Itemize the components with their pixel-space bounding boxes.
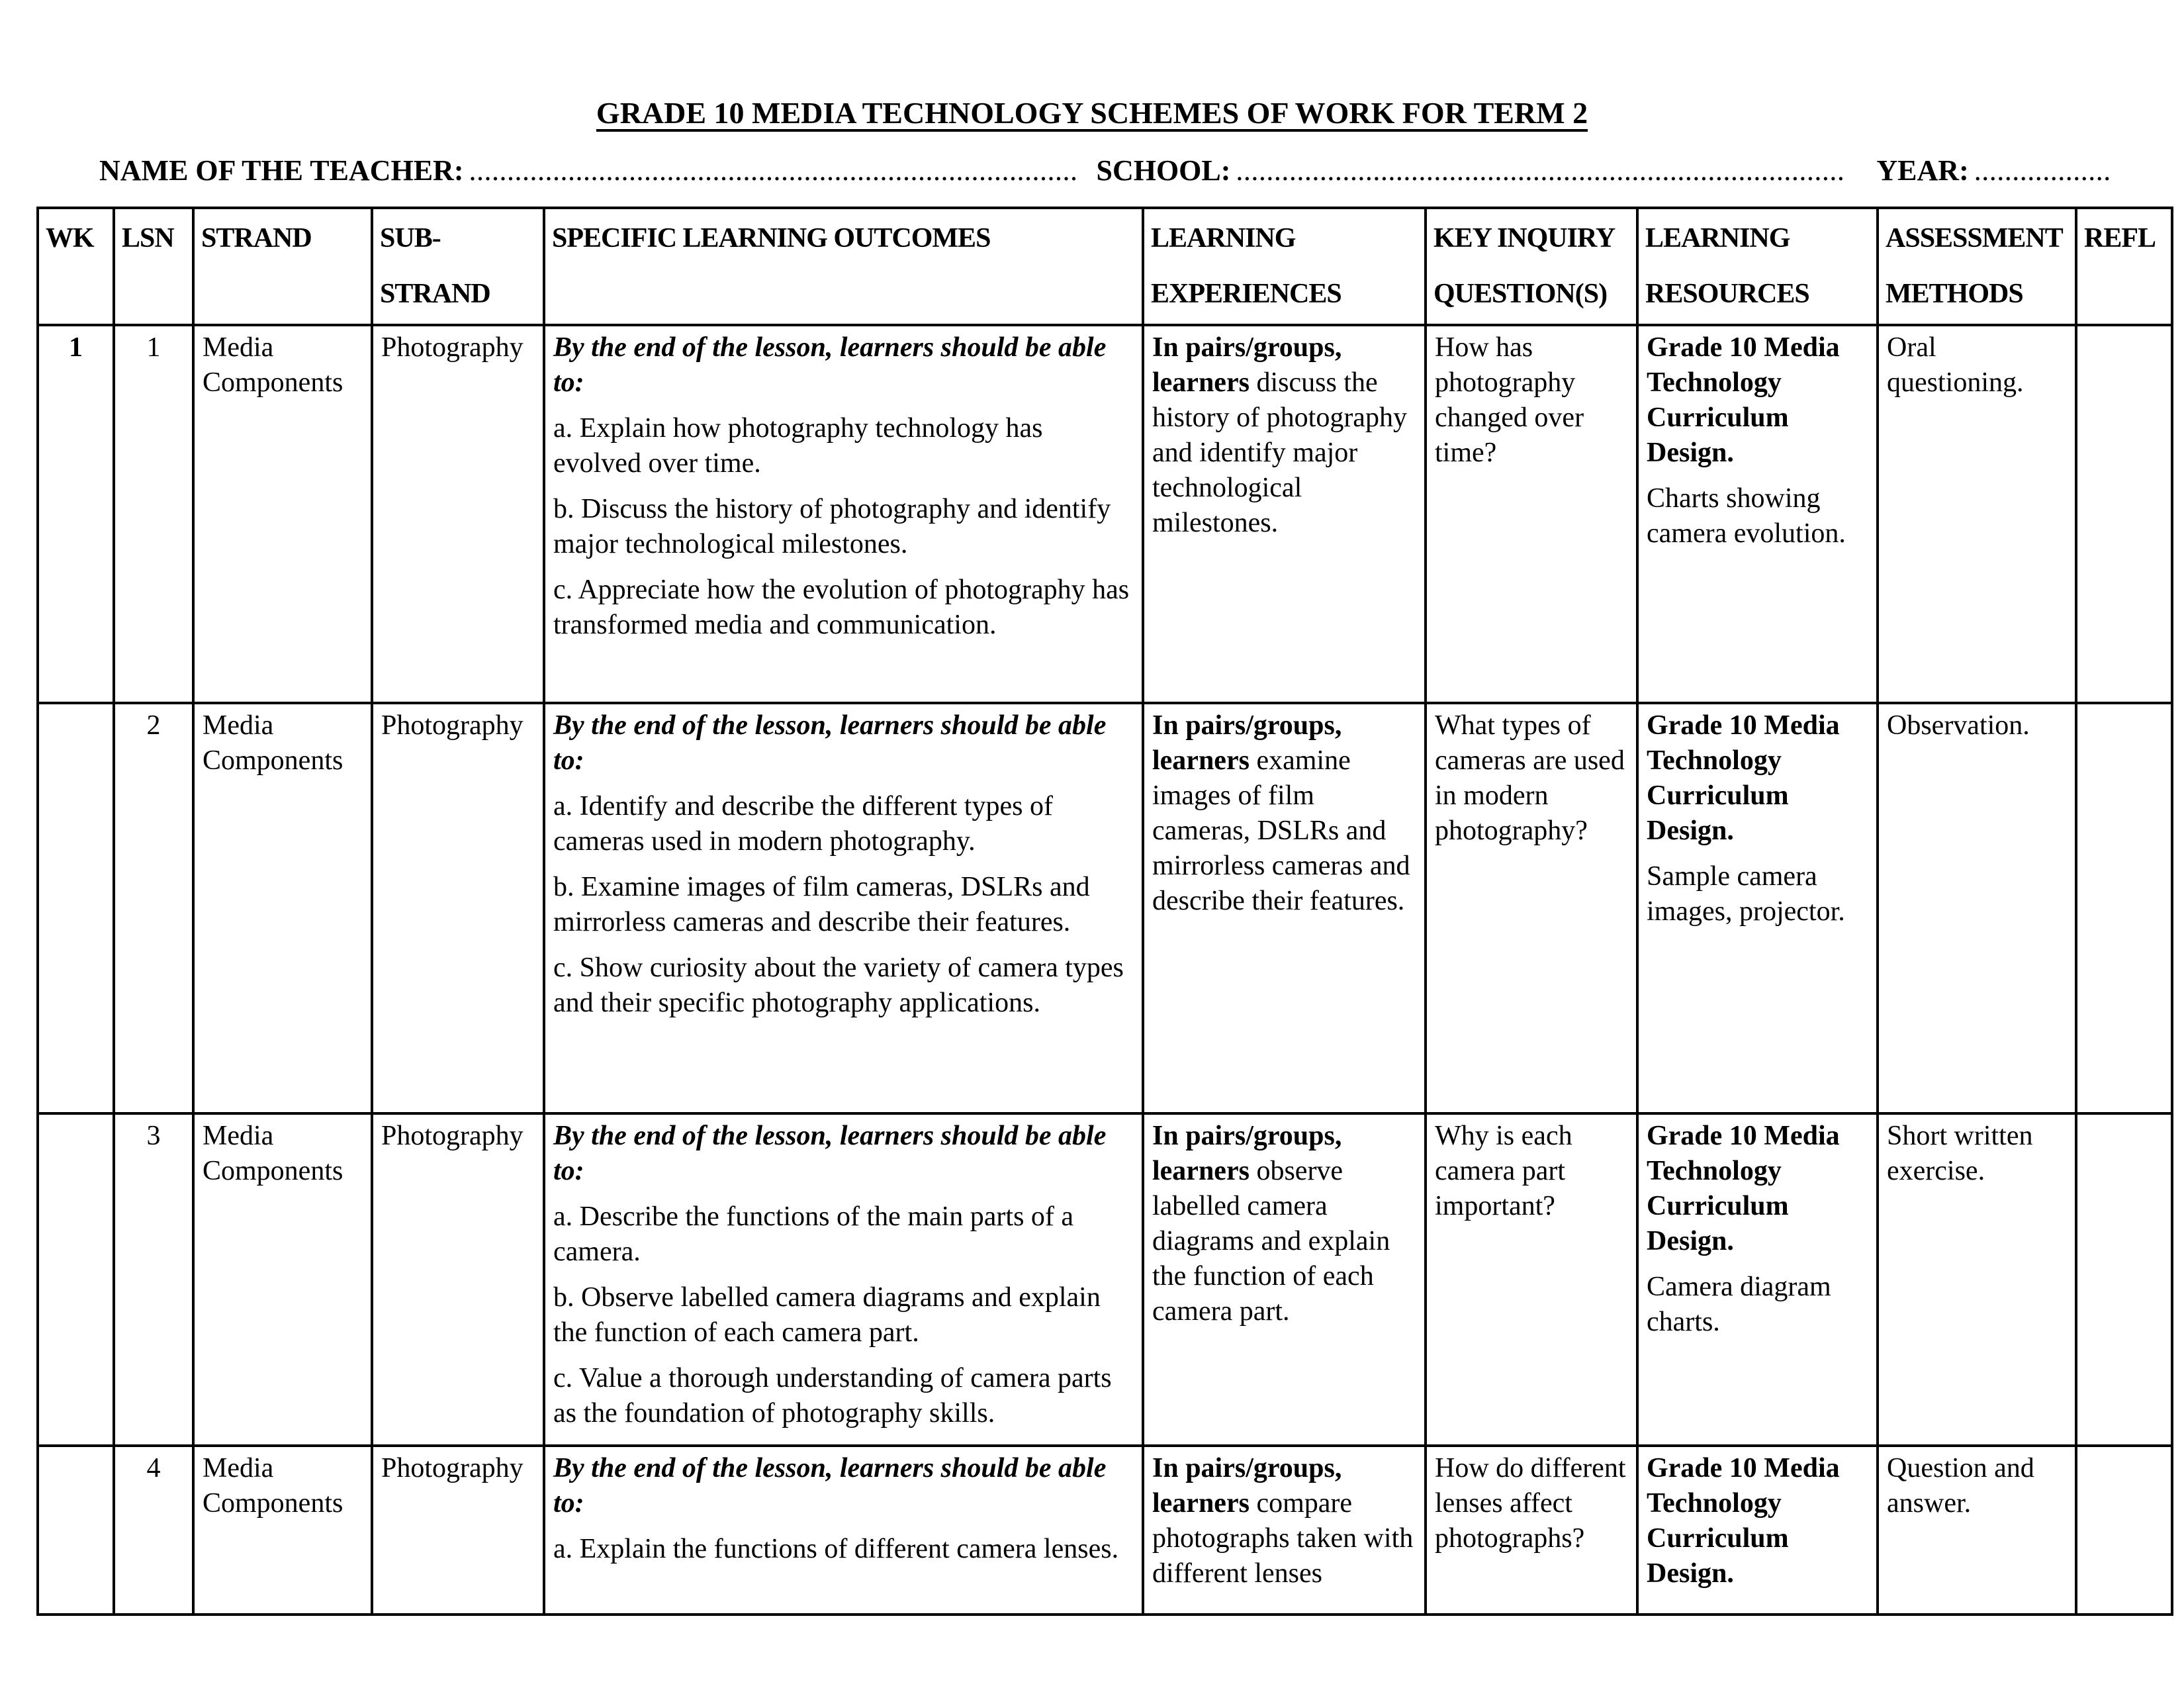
outcomes-intro: By the end of the lesson, learners should be able to: bbox=[553, 1453, 1107, 1519]
header-refl: REFL bbox=[2076, 208, 2172, 325]
outcome-item: a. Explain the functions of different camera lenses. bbox=[553, 1534, 1119, 1564]
cell-strand: Media Components bbox=[193, 325, 372, 703]
cell-experiences bbox=[1143, 703, 1426, 1113]
cell-wk: 1 bbox=[38, 325, 114, 703]
header-strand: STRAND bbox=[193, 208, 372, 325]
cell-strand: Media Components bbox=[193, 703, 372, 1113]
table-row-lesson-4 bbox=[38, 1446, 2172, 1615]
cell-strand: Media Components bbox=[193, 1113, 372, 1446]
cell-outcomes bbox=[544, 325, 1143, 703]
cell-resources bbox=[1637, 1446, 1878, 1615]
outcome-item: c. Appreciate how the evolution of photography has transformed media and communication. bbox=[553, 575, 1130, 640]
outcome-item: b. Discuss the history of photography and identify major technological milestones. bbox=[553, 494, 1111, 559]
cell-lsn: 1 bbox=[114, 325, 193, 703]
table-row-lesson-1 bbox=[38, 325, 2172, 703]
resources-materials: Charts showing camera evolution. bbox=[1647, 483, 1846, 549]
cell-refl bbox=[2076, 1113, 2172, 1446]
cell-refl bbox=[2076, 325, 2172, 703]
cell-lsn: 3 bbox=[114, 1113, 193, 1446]
cell-experiences bbox=[1143, 325, 1426, 703]
meta-line bbox=[99, 156, 2184, 185]
table-header-row bbox=[38, 208, 2172, 325]
cell-experiences bbox=[1143, 1446, 1426, 1615]
resources-curriculum: Grade 10 Media Technology Curriculum Design. bbox=[1647, 1121, 1840, 1256]
header-assessment-methods: ASSESSMENT METHODS bbox=[1878, 208, 2076, 325]
experiences-text: In pairs/groups, learners compare photographs taken with different lenses bbox=[1152, 1453, 1414, 1589]
header-specific-learning-outcomes: SPECIFIC LEARNING OUTCOMES bbox=[544, 208, 1143, 325]
school-label: SCHOOL: bbox=[1096, 154, 1231, 187]
resources-curriculum: Grade 10 Media Technology Curriculum Design. bbox=[1647, 710, 1840, 846]
cell-sub-strand: Photography bbox=[372, 325, 544, 703]
cell-strand: Media Components bbox=[193, 1446, 372, 1615]
year-fill-in-line: .................. bbox=[1974, 154, 2111, 187]
cell-outcomes bbox=[544, 1446, 1143, 1615]
experiences-text: In pairs/groups, learners observe labelled camera diagrams and explain the function of each camera part. bbox=[1152, 1121, 1390, 1327]
outcome-item: a. Describe the functions of the main parts of a camera. bbox=[553, 1201, 1074, 1267]
teacher-fill-in-line: ................................................................................ bbox=[469, 154, 1078, 187]
resources-curriculum: Grade 10 Media Technology Curriculum Design. bbox=[1647, 332, 1840, 468]
cell-wk bbox=[38, 703, 114, 1113]
cell-inquiry: What types of cameras are used in modern photography? bbox=[1426, 703, 1637, 1113]
cell-inquiry: Why is each camera part important? bbox=[1426, 1113, 1637, 1446]
school-fill-in-line: ................................................................................ bbox=[1236, 154, 1845, 187]
table-row-lesson-3 bbox=[38, 1113, 2172, 1446]
header-learning-experiences: LEARNING EXPERIENCES bbox=[1143, 208, 1426, 325]
cell-sub-strand: Photography bbox=[372, 1113, 544, 1446]
cell-refl bbox=[2076, 1446, 2172, 1615]
cell-inquiry: How has photography changed over time? bbox=[1426, 325, 1637, 703]
cell-wk bbox=[38, 1113, 114, 1446]
schemes-of-work-table bbox=[36, 207, 2173, 1616]
cell-assessment: Question and answer. bbox=[1878, 1446, 2076, 1615]
cell-outcomes bbox=[544, 1113, 1143, 1446]
year-label: YEAR: bbox=[1876, 154, 1969, 187]
outcome-item: a. Identify and describe the different types of cameras used in modern photography. bbox=[553, 791, 1053, 857]
header-lsn: LSN bbox=[114, 208, 193, 325]
outcome-item: b. Observe labelled camera diagrams and explain the function of each camera part. bbox=[553, 1282, 1101, 1348]
page-title-text: GRADE 10 MEDIA TECHNOLOGY SCHEMES OF WORK FOR TERM 2 bbox=[596, 96, 1588, 130]
cell-lsn: 2 bbox=[114, 703, 193, 1113]
cell-wk bbox=[38, 1446, 114, 1615]
page-title bbox=[0, 0, 2184, 128]
cell-sub-strand: Photography bbox=[372, 703, 544, 1113]
resources-materials: Camera diagram charts. bbox=[1647, 1272, 1831, 1337]
header-learning-resources: LEARNING RESOURCES bbox=[1637, 208, 1878, 325]
cell-refl bbox=[2076, 703, 2172, 1113]
outcome-item: c. Show curiosity about the variety of camera types and their specific photography applications. bbox=[553, 953, 1124, 1018]
outcomes-intro: By the end of the lesson, learners should be able to: bbox=[553, 710, 1107, 776]
cell-sub-strand: Photography bbox=[372, 1446, 544, 1615]
resources-materials: Sample camera images, projector. bbox=[1647, 861, 1845, 927]
cell-resources bbox=[1637, 325, 1878, 703]
cell-inquiry: How do different lenses affect photographs? bbox=[1426, 1446, 1637, 1615]
cell-lsn: 4 bbox=[114, 1446, 193, 1615]
header-key-inquiry-questions: KEY INQUIRY QUESTION(S) bbox=[1426, 208, 1637, 325]
cell-experiences bbox=[1143, 1113, 1426, 1446]
cell-assessment: Oral questioning. bbox=[1878, 325, 2076, 703]
cell-assessment: Observation. bbox=[1878, 703, 2076, 1113]
header-wk: WK bbox=[38, 208, 114, 325]
cell-outcomes bbox=[544, 703, 1143, 1113]
experiences-text: In pairs/groups, learners examine images of film cameras, DSLRs and mirrorless cameras and describe their features. bbox=[1152, 710, 1410, 916]
cell-assessment: Short written exercise. bbox=[1878, 1113, 2076, 1446]
outcomes-intro: By the end of the lesson, learners should be able to: bbox=[553, 1121, 1107, 1186]
outcome-item: b. Examine images of film cameras, DSLRs and mirrorless cameras and describe their features. bbox=[553, 872, 1090, 937]
outcomes-intro: By the end of the lesson, learners should be able to: bbox=[553, 332, 1107, 398]
outcome-item: a. Explain how photography technology has evolved over time. bbox=[553, 413, 1043, 479]
table-row-lesson-2 bbox=[38, 703, 2172, 1113]
outcome-item: c. Value a thorough understanding of camera parts as the foundation of photography skills. bbox=[553, 1363, 1112, 1429]
resources-curriculum: Grade 10 Media Technology Curriculum Design. bbox=[1647, 1453, 1840, 1589]
header-sub-strand: SUB-STRAND bbox=[372, 208, 544, 325]
cell-resources bbox=[1637, 703, 1878, 1113]
cell-resources bbox=[1637, 1113, 1878, 1446]
teacher-label: NAME OF THE TEACHER: bbox=[99, 154, 464, 187]
experiences-text: In pairs/groups, learners discuss the history of photography and identify major technological milestones. bbox=[1152, 332, 1407, 538]
